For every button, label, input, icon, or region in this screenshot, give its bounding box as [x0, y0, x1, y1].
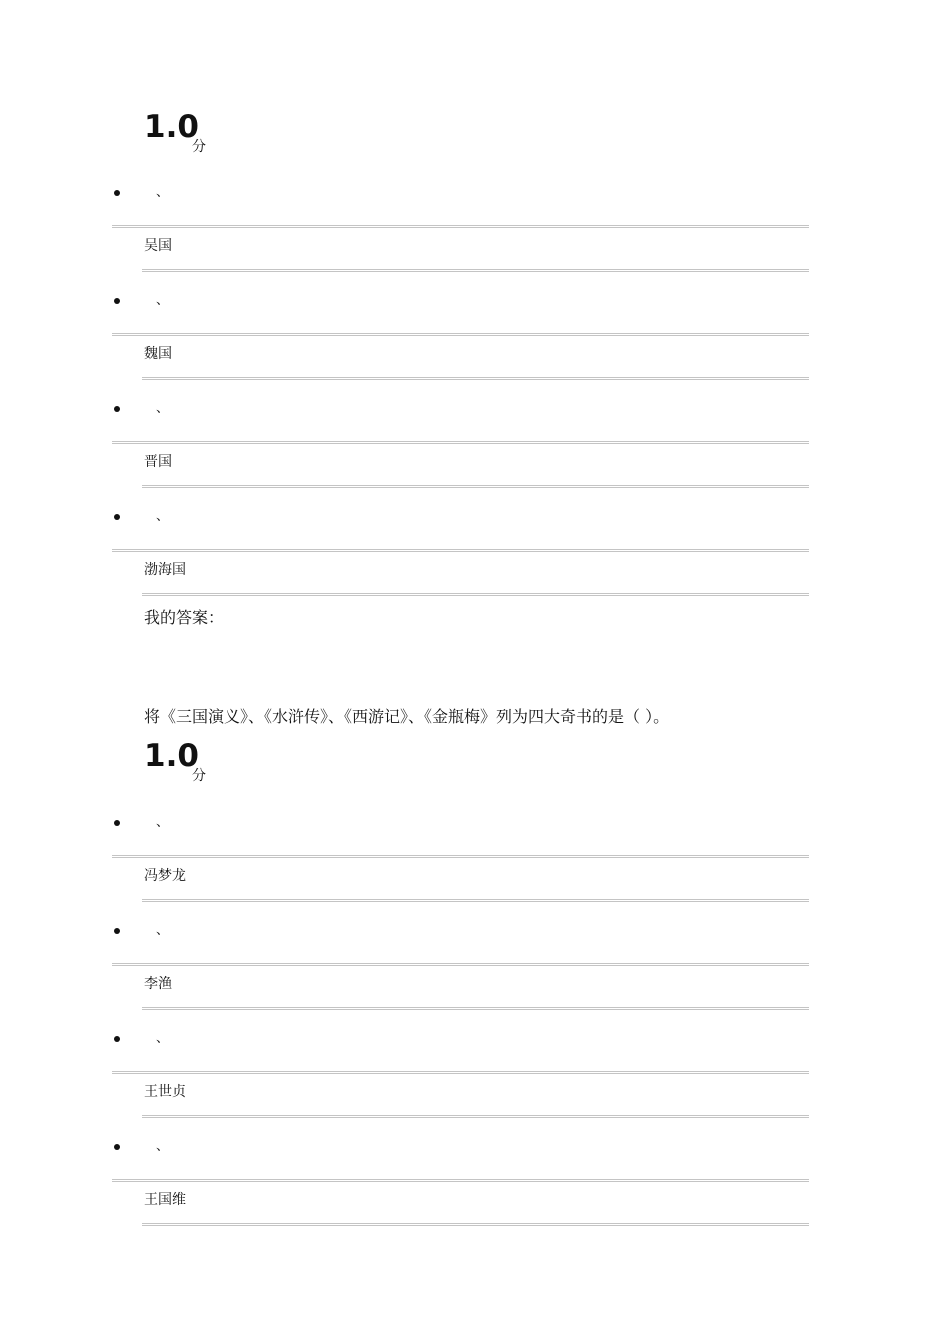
option-marker: 、 — [156, 509, 170, 524]
option-text: 吴国 — [144, 238, 172, 254]
bullet-icon — [114, 820, 120, 826]
bullet-icon — [114, 298, 120, 304]
bullet-icon — [114, 1036, 120, 1042]
divider — [112, 549, 809, 552]
option-text: 晋国 — [144, 454, 172, 470]
option-marker: 、 — [156, 1139, 170, 1154]
option-marker: 、 — [156, 923, 170, 938]
option-marker: 、 — [156, 185, 170, 200]
option-text: 王国维 — [144, 1192, 186, 1208]
my-answer-label: 我的答案： — [144, 608, 225, 627]
option-text: 王世贞 — [144, 1084, 186, 1100]
divider — [112, 225, 809, 228]
question2-text: 将《三国演义》、《水浒传》、《西游记》、《金瓶梅》列为四大奇书的是（ ）。 — [144, 707, 670, 726]
divider — [142, 1223, 809, 1226]
divider — [112, 1071, 809, 1074]
score-value: 1.0 — [144, 109, 199, 145]
option-text: 魏国 — [144, 346, 172, 362]
divider — [142, 269, 809, 272]
option-marker: 、 — [156, 401, 170, 416]
divider — [142, 899, 809, 902]
score-unit: 分 — [192, 139, 206, 155]
divider — [112, 441, 809, 444]
bullet-icon — [114, 1144, 120, 1150]
option-marker: 、 — [156, 815, 170, 830]
divider — [112, 1179, 809, 1182]
option-marker: 、 — [156, 293, 170, 308]
bullet-icon — [114, 514, 120, 520]
divider — [142, 377, 809, 380]
score-unit: 分 — [192, 768, 206, 784]
option-text: 李渔 — [144, 976, 172, 992]
divider — [112, 333, 809, 336]
bullet-icon — [114, 928, 120, 934]
divider — [142, 1007, 809, 1010]
score-value: 1.0 — [144, 738, 199, 774]
bullet-icon — [114, 190, 120, 196]
divider — [112, 963, 809, 966]
bullet-icon — [114, 406, 120, 412]
divider — [112, 855, 809, 858]
option-text: 冯梦龙 — [144, 868, 186, 884]
divider — [142, 1115, 809, 1118]
divider — [142, 485, 809, 488]
option-marker: 、 — [156, 1031, 170, 1046]
option-text: 渤海国 — [144, 562, 186, 578]
divider — [142, 593, 809, 596]
